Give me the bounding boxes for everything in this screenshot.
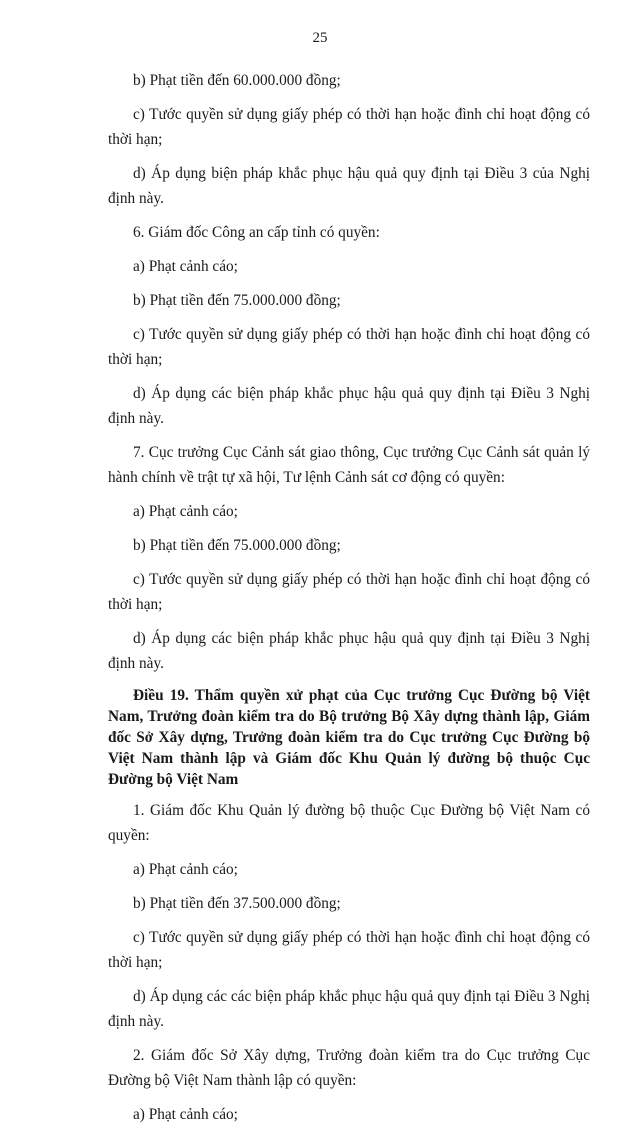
paragraph: c) Tước quyền sử dụng giấy phép có thời hạn hoặc đình chỉ hoạt động có thời hạn; <box>108 571 590 613</box>
document-body <box>108 68 590 1136</box>
paragraph: d) Áp dụng các biện pháp khắc phục hậu quả quy định tại Điều 3 Nghị định này. <box>108 385 590 427</box>
paragraph: 7. Cục trưởng Cục Cảnh sát giao thông, Cục trưởng Cục Cảnh sát quản lý hành chính về trật tự xã hội, Tư lệnh Cảnh sát cơ động có quyền: <box>108 444 590 486</box>
paragraph: b) Phạt tiền đến 60.000.000 đồng; <box>133 72 341 89</box>
paragraph: d) Áp dụng biện pháp khắc phục hậu quả quy định tại Điều 3 của Nghị định này. <box>108 165 590 207</box>
paragraph: a) Phạt cảnh cáo; <box>133 861 238 878</box>
paragraph: b) Phạt tiền đến 75.000.000 đồng; <box>133 292 341 309</box>
paragraph: c) Tước quyền sử dụng giấy phép có thời hạn hoặc đình chỉ hoạt động có thời hạn; <box>108 106 590 148</box>
paragraph: b) Phạt tiền đến 37.500.000 đồng; <box>133 895 341 912</box>
paragraph: d) Áp dụng các biện pháp khắc phục hậu quả quy định tại Điều 3 Nghị định này. <box>108 630 590 672</box>
paragraph: 6. Giám đốc Công an cấp tỉnh có quyền: <box>133 224 380 241</box>
paragraph: a) Phạt cảnh cáo; <box>133 1106 238 1123</box>
paragraph: b) Phạt tiền đến 75.000.000 đồng; <box>133 537 341 554</box>
paragraph: d) Áp dụng các các biện pháp khắc phục hậu quả quy định tại Điều 3 Nghị định này. <box>108 988 590 1030</box>
article-title: Điều 19. Thẩm quyền xử phạt của Cục trưởng Cục Đường bộ Việt Nam, Trưởng đoàn kiểm tra do Bộ trưởng Bộ Xây dựng thành lập, Giám đốc Sở Xây dựng, Trưởng đoàn kiểm tra do Cục trưởng Cục Đường bộ Việt Nam thành lập và Giám đốc Khu Quản lý đường bộ thuộc Cục Đường bộ Việt Nam <box>108 687 590 788</box>
paragraph: c) Tước quyền sử dụng giấy phép có thời hạn hoặc đình chỉ hoạt động có thời hạn; <box>108 326 590 368</box>
paragraph: a) Phạt cảnh cáo; <box>133 503 238 520</box>
paragraph: c) Tước quyền sử dụng giấy phép có thời hạn hoặc đình chỉ hoạt động có thời hạn; <box>108 929 590 971</box>
page-number: 25 <box>312 30 328 46</box>
paragraph: 1. Giám đốc Khu Quản lý đường bộ thuộc Cục Đường bộ Việt Nam có quyền: <box>108 802 590 844</box>
paragraph: 2. Giám đốc Sở Xây dựng, Trưởng đoàn kiểm tra do Cục trưởng Cục Đường bộ Việt Nam thành lập có quyền: <box>108 1047 590 1089</box>
paragraph: a) Phạt cảnh cáo; <box>133 258 238 275</box>
